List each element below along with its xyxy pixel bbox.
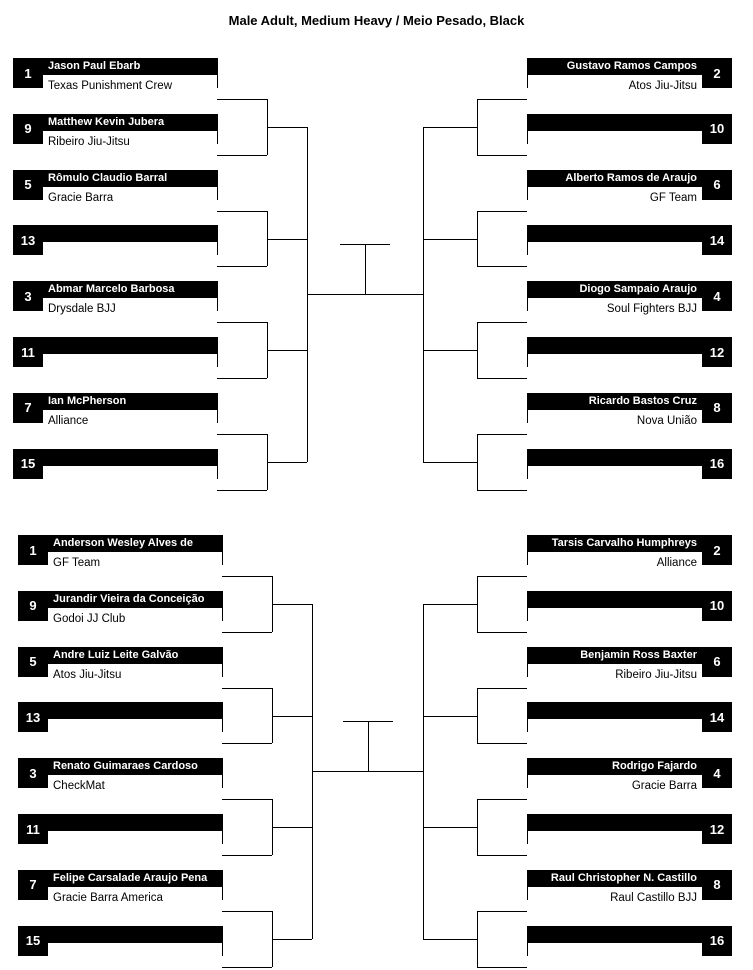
bracket-line: [222, 576, 272, 577]
bracket-line: [423, 462, 477, 463]
bracket-line: [222, 967, 272, 968]
entry-border-line: [527, 887, 528, 900]
entry-border-line: [527, 466, 528, 479]
bracket-line: [477, 967, 527, 968]
bracket-line: [222, 632, 272, 633]
competitor-name[interactable]: [48, 702, 223, 719]
entry-border-line: [527, 552, 528, 565]
seed-badge: 3: [13, 281, 43, 311]
seed-badge: 4: [702, 758, 732, 788]
entry-border-line: [527, 831, 528, 844]
entry-border-line: [527, 298, 528, 311]
seed-badge: 5: [18, 647, 48, 677]
bracket-line: [423, 660, 424, 883]
bracket-line: [217, 211, 267, 212]
seed-badge: 8: [702, 393, 732, 423]
competitor-name[interactable]: [527, 449, 702, 466]
competitor-name[interactable]: Ian McPherson: [43, 393, 218, 410]
competitor-team: GF Team: [649, 191, 697, 204]
competitor-name[interactable]: [527, 225, 702, 242]
entry-border-line: [527, 75, 528, 88]
seed-badge: 9: [18, 591, 48, 621]
bracket-line: [217, 322, 267, 323]
bracket-line: [477, 576, 478, 632]
competitor-team: Gracie Barra: [48, 191, 114, 204]
competitor-team: Raul Castillo BJJ: [610, 891, 697, 904]
page-title: Male Adult, Medium Heavy / Meio Pesado, Black: [228, 13, 525, 28]
bracket-line: [423, 716, 477, 717]
bracket-line: [477, 211, 478, 267]
seed-badge: 14: [702, 702, 732, 732]
competitor-name[interactable]: [527, 337, 702, 354]
competitor-team: Alliance: [48, 414, 89, 427]
bracket-line: [423, 604, 477, 605]
bracket-line: [477, 632, 527, 633]
bracket-line: [423, 827, 477, 828]
bracket-line: [477, 322, 527, 323]
bracket-line: [222, 799, 272, 800]
bracket-line: [423, 350, 477, 351]
entry-border-line: [217, 466, 218, 479]
entry-border-line: [222, 775, 223, 788]
seed-badge: 12: [702, 337, 732, 367]
entry-border-line: [527, 242, 528, 255]
entry-border-line: [222, 552, 223, 565]
competitor-name[interactable]: Alberto Ramos de Araujo: [527, 170, 702, 187]
bracket-line: [267, 350, 307, 351]
bracket-line: [267, 239, 307, 240]
champion-bar: [343, 721, 393, 722]
seed-badge: 3: [18, 758, 48, 788]
entry-border-line: [217, 354, 218, 367]
competitor-name[interactable]: Andre Luiz Leite Galvão: [48, 647, 223, 664]
bracket-line: [272, 939, 312, 940]
entry-border-line: [222, 664, 223, 677]
competitor-name[interactable]: [48, 926, 223, 943]
entry-border-line: [527, 187, 528, 200]
competitor-team: Gracie Barra: [631, 780, 697, 793]
seed-badge: 14: [702, 225, 732, 255]
bracket-line: [477, 743, 527, 744]
bracket-line: [477, 799, 478, 855]
seed-badge: 4: [702, 281, 732, 311]
seed-badge: 13: [13, 225, 43, 255]
bracket-line: [217, 99, 267, 100]
bracket-line: [423, 939, 477, 940]
competitor-name[interactable]: [48, 814, 223, 831]
seed-badge: 1: [18, 535, 48, 565]
bracket-line: [477, 322, 478, 378]
entry-border-line: [217, 410, 218, 423]
competitor-name[interactable]: [527, 591, 702, 608]
competitor-name[interactable]: [527, 926, 702, 943]
entry-border-line: [527, 664, 528, 677]
competitor-team: Alliance: [656, 557, 697, 569]
seed-badge: 16: [702, 926, 732, 956]
competitor-name[interactable]: Benjamin Ross Baxter: [527, 647, 702, 664]
competitor-team: Nova União: [636, 414, 697, 427]
bracket-line: [477, 576, 527, 577]
competitor-team: Texas Punishment Crew: [48, 80, 172, 92]
competitor-name[interactable]: [527, 114, 702, 131]
seed-badge: 10: [702, 114, 732, 144]
competitor-team: Soul Fighters BJJ: [606, 303, 697, 316]
bracket-line: [222, 688, 272, 689]
bracket-line: [477, 434, 527, 435]
entry-border-line: [222, 831, 223, 844]
competitor-name[interactable]: Jason Paul Ebarb: [43, 58, 218, 75]
competitor-name[interactable]: Abmar Marcelo Barbosa: [43, 281, 218, 298]
competitor-team: Atos Jiu-Jitsu: [628, 80, 697, 92]
entry-border-line: [527, 131, 528, 144]
bracket-line: [267, 462, 307, 463]
bracket-line: [217, 266, 267, 267]
competitor-name[interactable]: Jurandir Vieira da Conceição: [48, 591, 223, 608]
bracket-line: [423, 183, 424, 406]
bracket-line: [217, 434, 267, 435]
bracket-line: [477, 378, 527, 379]
champion-bar: [340, 244, 390, 245]
seed-badge: 11: [13, 337, 43, 367]
entry-border-line: [527, 719, 528, 732]
bracket-line: [477, 688, 527, 689]
competitor-name[interactable]: Raul Christopher N. Castillo: [527, 870, 702, 887]
bracket-line: [222, 855, 272, 856]
competitor-name[interactable]: Renato Guimaraes Cardoso: [48, 758, 223, 775]
competitor-name[interactable]: Tarsis Carvalho Humphreys: [527, 535, 702, 552]
competitor-name[interactable]: [527, 814, 702, 831]
bracket-line: [477, 99, 478, 155]
competitor-name[interactable]: Felipe Carsalade Araujo Pena: [48, 870, 223, 887]
seed-badge: 15: [13, 449, 43, 479]
competitor-name[interactable]: Anderson Wesley Alves de: [48, 535, 223, 552]
bracket-line: [477, 99, 527, 100]
competitor-team: Ribeiro Jiu-Jitsu: [615, 668, 697, 681]
entry-border-line: [222, 887, 223, 900]
entry-border-line: [527, 775, 528, 788]
competitor-team: Gracie Barra America: [53, 891, 163, 904]
competitor-team: Godoi JJ Club: [53, 612, 126, 625]
bracket-line: [423, 127, 477, 128]
competitor-team: Ribeiro Jiu-Jitsu: [48, 135, 130, 148]
entry-border-line: [527, 608, 528, 621]
entry-border-line: [217, 187, 218, 200]
bracket-line: [222, 911, 272, 912]
competitor-name[interactable]: Gustavo Ramos Campos: [527, 58, 702, 75]
competitor-team: GF Team: [53, 557, 101, 569]
seed-badge: 15: [18, 926, 48, 956]
bracket-line: [477, 211, 527, 212]
seed-badge: 16: [702, 449, 732, 479]
entry-border-line: [527, 410, 528, 423]
competitor-team: Atos Jiu-Jitsu: [53, 668, 122, 681]
competitor-name[interactable]: Rodrigo Fajardo: [527, 758, 702, 775]
competitor-name[interactable]: Matthew Kevin Jubera: [43, 114, 218, 131]
bracket-line: [267, 127, 307, 128]
bracket-line: [477, 855, 527, 856]
entry-border-line: [217, 242, 218, 255]
seed-badge: 7: [13, 393, 43, 423]
bracket-line: [477, 266, 527, 267]
bracket-line: [272, 827, 312, 828]
competitor-name[interactable]: [527, 702, 702, 719]
seed-badge: 6: [702, 647, 732, 677]
competitor-name[interactable]: [43, 449, 218, 466]
champion-stem: [365, 244, 366, 294]
bracket-line: [477, 799, 527, 800]
seed-badge: 9: [13, 114, 43, 144]
champion-stem: [368, 721, 369, 771]
bracket-line: [423, 239, 477, 240]
competitor-name[interactable]: [43, 225, 218, 242]
final-line: [312, 771, 423, 772]
competitor-name[interactable]: [43, 337, 218, 354]
entry-border-line: [217, 298, 218, 311]
seed-badge: 8: [702, 870, 732, 900]
competitor-name[interactable]: Ricardo Bastos Cruz: [527, 393, 702, 410]
seed-badge: 2: [702, 58, 732, 88]
bracket-line: [272, 716, 312, 717]
competitor-name[interactable]: Rômulo Claudio Barral: [43, 170, 218, 187]
seed-badge: 6: [702, 170, 732, 200]
bracket-line: [477, 688, 478, 744]
seed-badge: 12: [702, 814, 732, 844]
entry-border-line: [527, 943, 528, 956]
bracket-line: [217, 490, 267, 491]
seed-badge: 13: [18, 702, 48, 732]
competitor-team: Drysdale BJJ: [48, 303, 116, 316]
seed-badge: 7: [18, 870, 48, 900]
entry-border-line: [222, 943, 223, 956]
seed-badge: 11: [18, 814, 48, 844]
bracket-line: [217, 155, 267, 156]
seed-badge: 10: [702, 591, 732, 621]
seed-badge: 2: [702, 535, 732, 565]
bracket-line: [477, 490, 527, 491]
entry-border-line: [527, 354, 528, 367]
entry-border-line: [222, 608, 223, 621]
bracket-line: [477, 911, 527, 912]
entry-border-line: [217, 131, 218, 144]
bracket-line: [477, 155, 527, 156]
competitor-team: CheckMat: [53, 780, 105, 793]
final-line: [307, 294, 423, 295]
entry-border-line: [217, 75, 218, 88]
bracket-line: [272, 604, 312, 605]
competitor-name[interactable]: Diogo Sampaio Araujo: [527, 281, 702, 298]
bracket-line: [477, 434, 478, 490]
bracket-line: [217, 378, 267, 379]
entry-border-line: [222, 719, 223, 732]
seed-badge: 5: [13, 170, 43, 200]
bracket-line: [477, 911, 478, 967]
seed-badge: 1: [13, 58, 43, 88]
bracket-line: [222, 743, 272, 744]
